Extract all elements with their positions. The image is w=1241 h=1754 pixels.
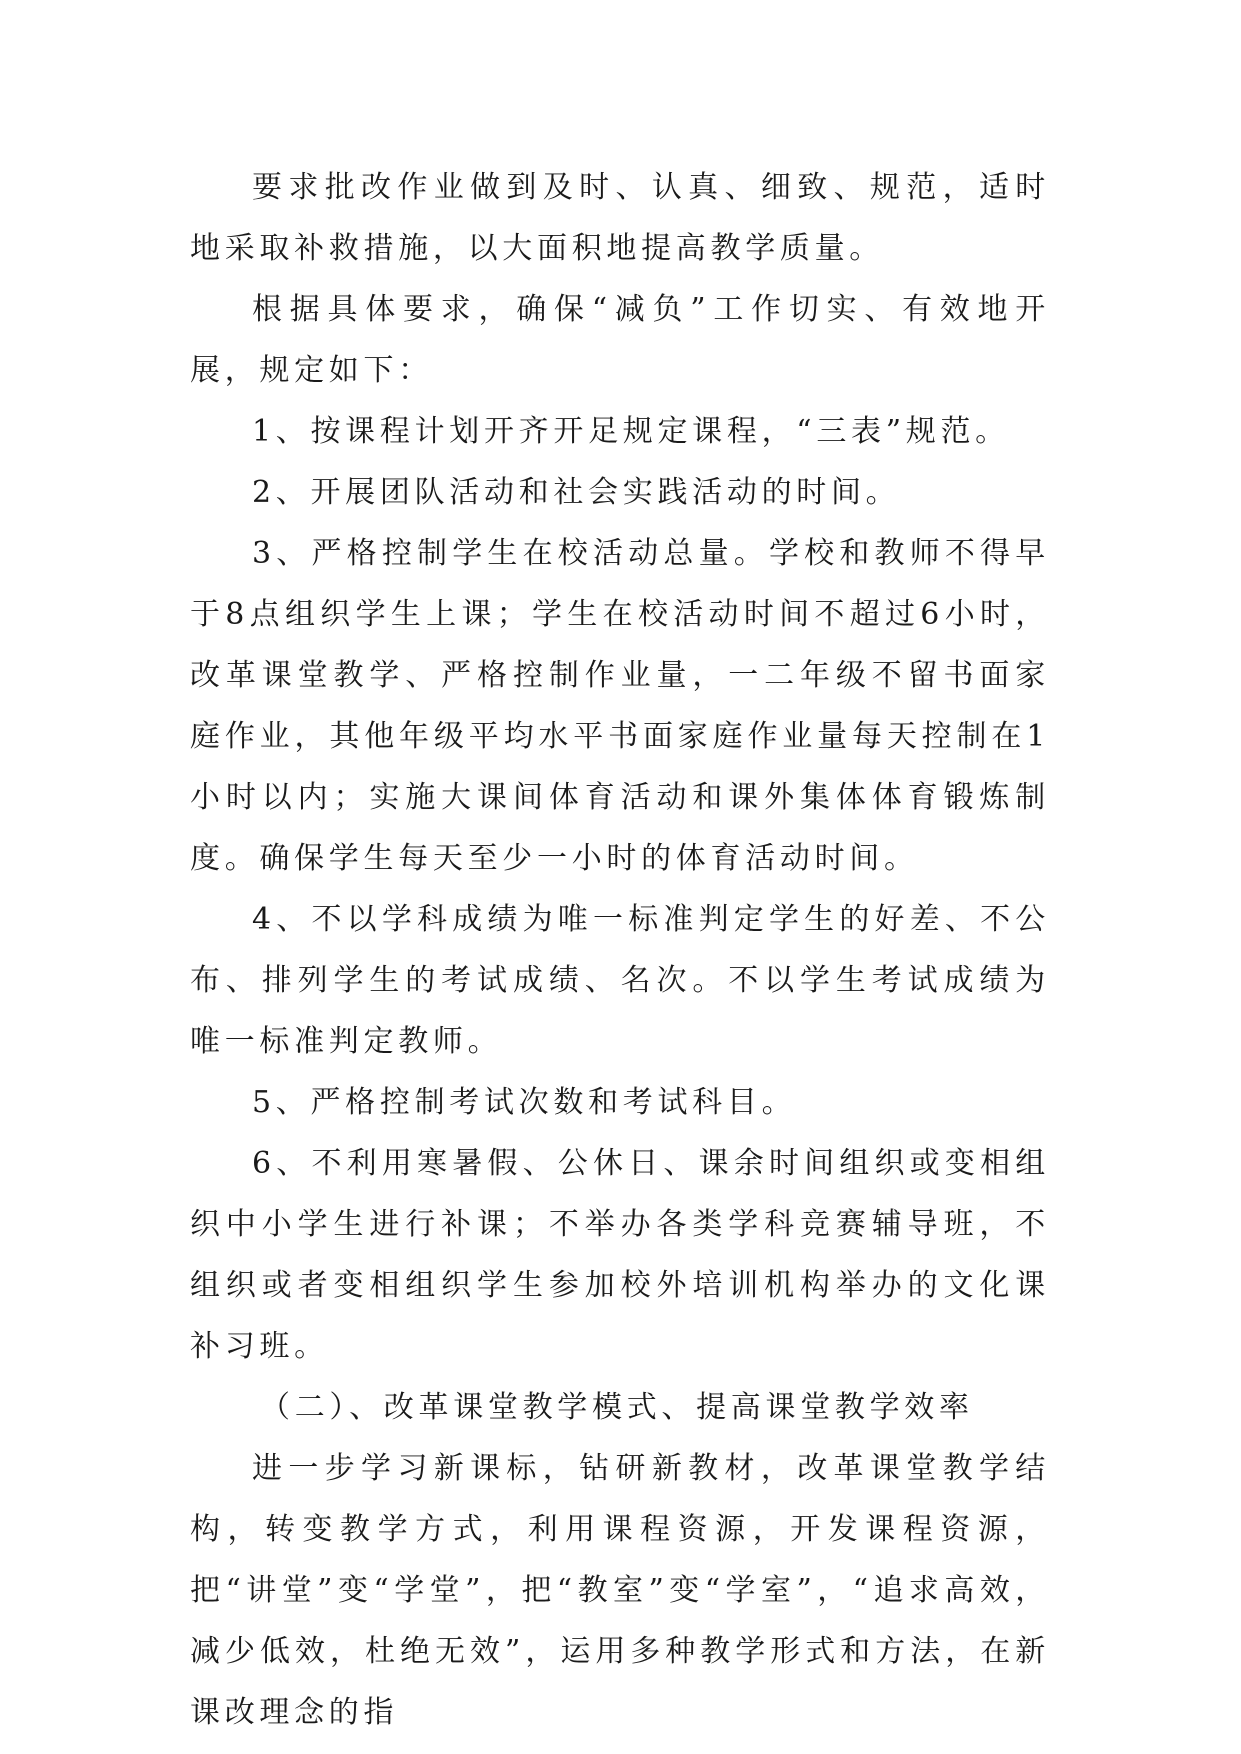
paragraph-rule-1: 1、按课程计划开齐开足规定课程，“三表”规范。 bbox=[252, 414, 1010, 449]
paragraph-rule-5: 5、严格控制考试次数和考试科目。 bbox=[252, 1085, 797, 1120]
paragraph-rule-4: 4、不以学科成绩为唯一标准判定学生的好差、不公布、排列学生的考试成绩、名次。不以学生考试成绩为唯一标准判定教师。 bbox=[190, 902, 1050, 1059]
section-heading: （二）、改革课堂教学模式、提高课堂教学效率 bbox=[260, 1390, 974, 1425]
paragraph-classroom-reform: 进一步学习新课标，钻研新教材，改革课堂教学结构，转变教学方式，利用课程资源，开发课程资源，把“讲堂”变“学堂”，把“教室”变“学室”，“追求高效，减少低效，杜绝无效”，运用多种教学形式和方法，在新课改理念的指 bbox=[190, 1451, 1050, 1730]
paragraph-homework-correction: 要求批改作业做到及时、认真、细致、规范，适时地采取补救措施，以大面积地提高教学质量。 bbox=[190, 170, 1050, 266]
paragraph-rule-3: 3、严格控制学生在校活动总量。学校和教师不得早于8点组织学生上课；学生在校活动时间不超过6小时，改革课堂教学、严格控制作业量，一二年级不留书面家庭作业，其他年级平均水平书面家庭作业量每天控制在1小时以内；实施大课间体育活动和课外集体体育锻炼制度。确保学生每天至少一小时的体育活动时间。 bbox=[190, 536, 1050, 876]
paragraph-rule-6: 6、不利用寒暑假、公休日、课余时间组织或变相组织中小学生进行补课；不举办各类学科竞赛辅导班，不组织或者变相组织学生参加校外培训机构举办的文化课补习班。 bbox=[190, 1146, 1050, 1364]
document-body bbox=[190, 157, 1050, 1743]
paragraph-rule-2: 2、开展团队活动和社会实践活动的时间。 bbox=[252, 475, 901, 510]
paragraph-burden-reduction-intro: 根据具体要求，确保“减负”工作切实、有效地开展，规定如下： bbox=[190, 292, 1050, 388]
